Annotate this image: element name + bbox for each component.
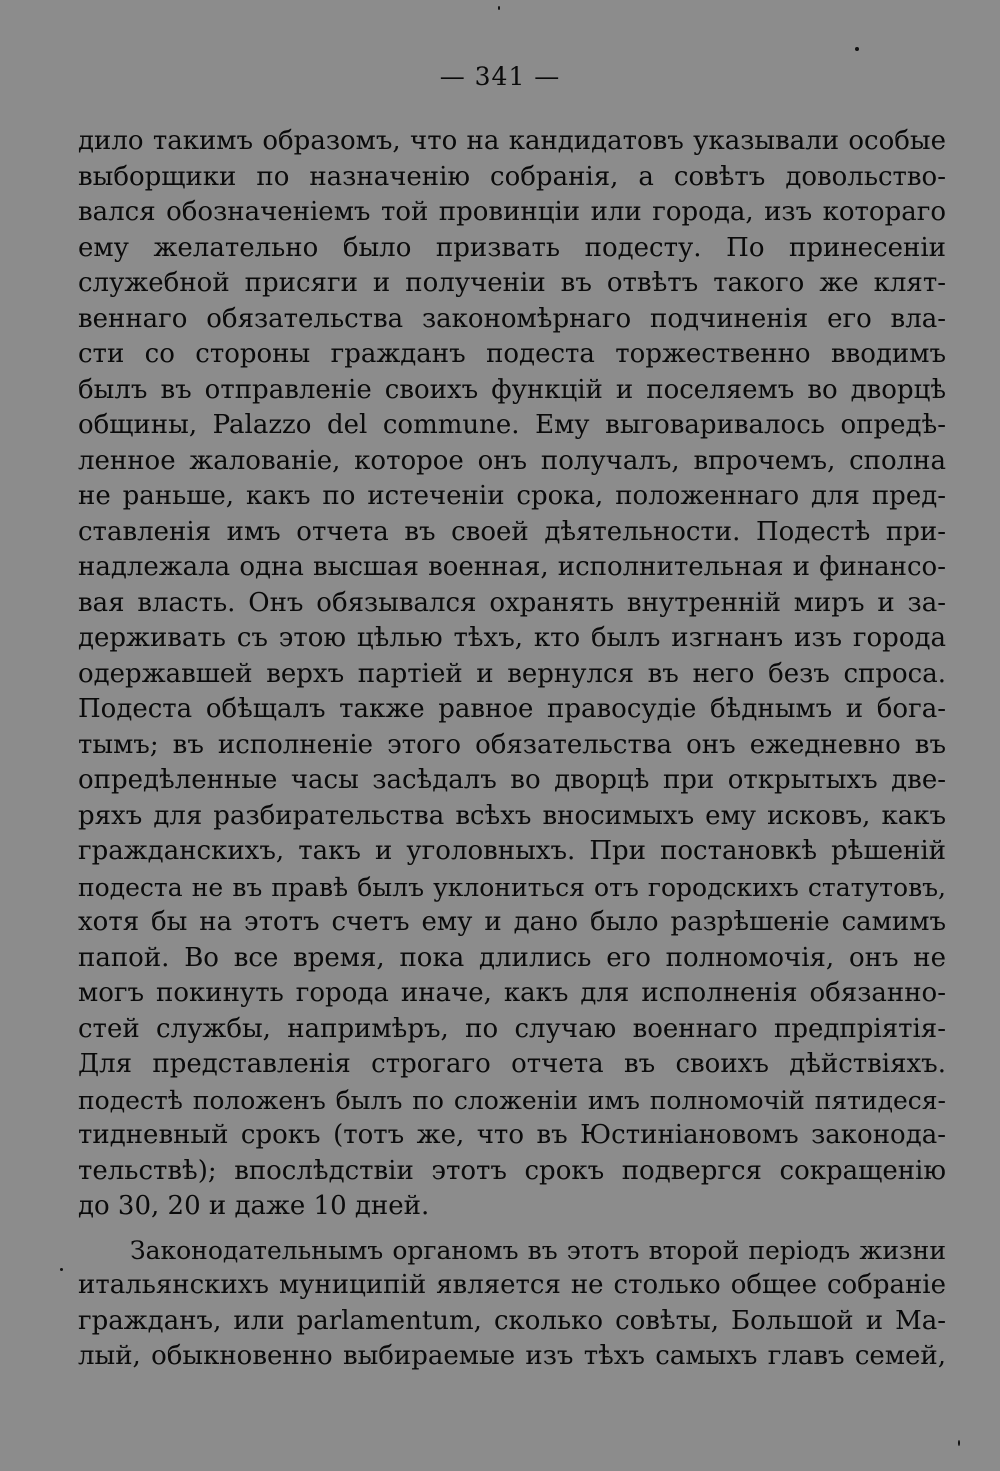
paragraph-gap [78, 1225, 946, 1233]
text-line: тельствѣ); впослѣдствіи этотъ срокъ подвергся сокращенію [78, 1155, 946, 1186]
text-line: папой. Во все время, пока длились его полномочія, онъ не [78, 942, 946, 973]
text-line: тымъ; въ исполненіе этого обязательства онъ ежедневно въ [78, 729, 946, 760]
text-line: итальянскихъ муниципій является не столько общее собраніе [78, 1270, 946, 1300]
scan-speck [855, 47, 859, 51]
text-line: до 30, 20 и даже 10 дней. [78, 1191, 430, 1221]
text-line: вая власть. Онъ обязывался охранять внутренній миръ и за- [78, 587, 946, 618]
scan-speck [498, 6, 500, 10]
text-line: могъ покинуть города иначе, какъ для исполненія обязанно- [78, 978, 946, 1008]
text-line: общины, Palazzo del commune. Ему выговаривалось опредѣ- [78, 410, 946, 440]
text-line: лый, обыкновенно выбираемые изъ тѣхъ самыхъ главъ семей, [78, 1341, 946, 1371]
text-line: подестѣ положенъ былъ по сложеніи имъ полномочій пятидеся- [78, 1085, 946, 1115]
text-line: держивать съ этою цѣлью тѣхъ, кто былъ изгнанъ изъ города [78, 623, 946, 653]
text-line: стей службы, напримѣръ, по случаю военнаго предпріятія- [78, 1013, 946, 1044]
text-line: вался обозначеніемъ той провинціи или города, изъ котораго [78, 197, 946, 227]
text-line: надлежала одна высшая военная, исполнительная и финансо- [78, 552, 946, 582]
text-line: тидневный срокъ (тотъ же, что въ Юстиніановомъ законода- [78, 1120, 946, 1150]
body-text [78, 124, 946, 1375]
text-line: гражданскихъ, такъ и уголовныхъ. При постановкѣ рѣшеній [78, 836, 946, 866]
scan-speck [958, 1440, 960, 1446]
text-line: служебной присяги и полученіи въ отвѣтъ такого же клят- [78, 268, 946, 298]
text-line: выборщики по назначенію собранія, а совѣтъ довольство- [78, 161, 946, 192]
text-line: ставленія имъ отчета въ своей дѣятельности. Подестѣ при- [78, 516, 946, 547]
text-line: подеста не въ правѣ былъ уклониться отъ городскихъ статутовъ, [78, 872, 946, 902]
text-line: сти со стороны гражданъ подеста торжественно вводимъ [78, 339, 946, 369]
paragraph-2 [78, 1233, 946, 1375]
text-line: хотя бы на этотъ счетъ ему и дано было разрѣшеніе самимъ [78, 907, 946, 937]
text-line: ленное жалованіе, которое онъ получалъ, впрочемъ, сполна [78, 445, 946, 476]
text-line: дило такимъ образомъ, что на кандидатовъ указывали особые [78, 126, 946, 156]
text-line: Подеста обѣщалъ также равное правосудіе бѣднымъ и бога- [78, 694, 946, 724]
text-line: ряхъ для разбирательства всѣхъ вносимыхъ ему исковъ, какъ [78, 800, 946, 831]
text-line: былъ въ отправленіе своихъ функцій и поселяемъ во дворцѣ [78, 374, 946, 405]
text-line: ему желательно было призвать подесту. По принесеніи [78, 232, 946, 263]
text-line: одержавшей верхъ партіей и вернулся въ него безъ спроса. [78, 658, 946, 689]
scan-speck [60, 1268, 63, 1271]
page-number: — 341 — [439, 62, 561, 91]
text-line: гражданъ, или parlamentum, сколько совѣты, Большой и Ма- [78, 1305, 946, 1336]
text-line: опредѣленные часы засѣдалъ во дворцѣ при открытыхъ две- [78, 765, 946, 795]
text-line: Для представленія строгаго отчета въ своихъ дѣйствіяхъ. [78, 1049, 946, 1079]
text-line: не раньше, какъ по истеченіи срока, положеннаго для пред- [78, 481, 946, 511]
text-line: Законодательнымъ органомъ въ этотъ второй періодъ жизни [130, 1235, 946, 1265]
text-line: веннаго обязательства закономѣрнаго подчиненія его вла- [78, 303, 946, 334]
paragraph-1 [78, 124, 946, 1225]
